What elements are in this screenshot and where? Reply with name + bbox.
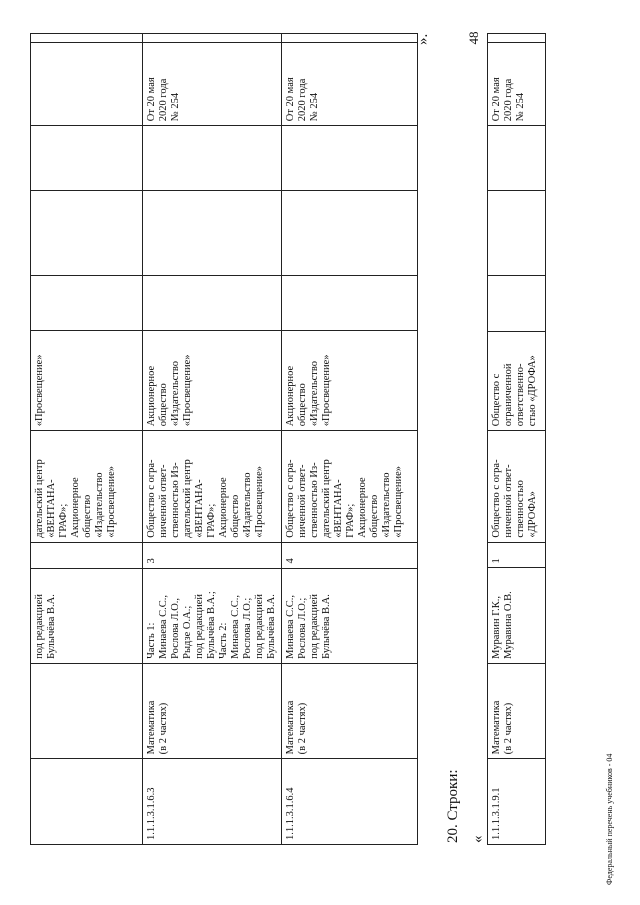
cell-code bbox=[31, 759, 143, 845]
cell-c8 bbox=[282, 191, 418, 276]
cell-order bbox=[31, 43, 143, 126]
cell-code: 1.1.1.3.1.6.3 bbox=[143, 759, 282, 845]
footer-text: Федеральный перечень учебников - 04 bbox=[605, 753, 614, 885]
cell-last bbox=[31, 34, 143, 43]
cell-c9 bbox=[282, 126, 418, 191]
cell-authors: Муравин Г.К., Муравина О.В. bbox=[488, 568, 546, 663]
cell-last bbox=[282, 34, 418, 43]
cell-c9 bbox=[143, 126, 282, 191]
cell-publisher1: Общество с огра- ниченной ответ- ственностью Из- дательский центр «ВЕНТАНА- ГРАФ»; Акционерное общество «Издательство «Просвещение» bbox=[282, 431, 418, 543]
cell-grade: 3 bbox=[143, 542, 282, 568]
cell-last bbox=[488, 34, 546, 43]
table-row bbox=[31, 34, 143, 845]
cell-code: 1.1.1.3.1.9.1 bbox=[488, 759, 546, 845]
cell-order: От 20 мая 2020 года № 254 bbox=[282, 43, 418, 126]
cell-publisher2: «Просвещение» bbox=[31, 331, 143, 431]
cell-subject: Математика (в 2 частях) bbox=[282, 663, 418, 758]
cell-last bbox=[143, 34, 282, 43]
cell-c9 bbox=[488, 126, 546, 191]
cell-c8 bbox=[143, 191, 282, 276]
cell-publisher2: Общество с ограниченной ответственно- стью «ДРОФА» bbox=[488, 331, 546, 431]
cell-c8 bbox=[488, 191, 546, 276]
cell-authors: Минаева С.С., Рослова Л.О.; под редакцией Булычёва В.А. bbox=[282, 568, 418, 663]
cell-authors: под редакцией Булычёва В.А. bbox=[31, 568, 143, 663]
open-quote: « bbox=[470, 835, 486, 843]
cell-subject bbox=[31, 663, 143, 758]
section-heading: 20. Строки: bbox=[445, 769, 461, 843]
cell-publisher1: Общество с огра- ниченной ответ- ственностью Из- дательский центр «ВЕНТАНА- ГРАФ»; Акционерное общество «Издательство «Просвещение» bbox=[143, 431, 282, 543]
cell-publisher2: Акционерное общество «Издательство «Просвещение» bbox=[143, 331, 282, 431]
textbook-table-2 bbox=[487, 33, 546, 845]
cell-subject: Математика (в 2 частях) bbox=[143, 663, 282, 758]
cell-c7 bbox=[488, 276, 546, 331]
close-quote: ». bbox=[415, 33, 431, 45]
cell-order: От 20 мая 2020 года № 254 bbox=[488, 43, 546, 126]
cell-publisher1: Общество с огра- ниченной ответ- ственностью «ДРОФА» bbox=[488, 431, 546, 542]
table-row bbox=[143, 34, 282, 845]
cell-c7 bbox=[31, 276, 143, 331]
cell-publisher2: Акционерное общество «Издательство «Просвещение» bbox=[282, 331, 418, 431]
cell-c7 bbox=[143, 276, 282, 331]
cell-authors: Часть 1: Минаева С.С., Рослова Л.О., Рыдзе О.А.; под редакцией Булычёва В.А.; Часть 2: Минаева С.С., Рослова Л.О.; под редакцией Булычёва В.А. bbox=[143, 568, 282, 663]
cell-code: 1.1.1.3.1.6.4 bbox=[282, 759, 418, 845]
cell-c8 bbox=[31, 191, 143, 276]
table-row bbox=[282, 34, 418, 845]
cell-publisher1: дательский центр «ВЕНТАНА- ГРАФ»; Акционерное общество «Издательство «Просвещение» bbox=[31, 431, 143, 543]
cell-grade: 4 bbox=[282, 542, 418, 568]
cell-c9 bbox=[31, 126, 143, 191]
cell-grade: 1 bbox=[488, 542, 546, 568]
cell-grade bbox=[31, 542, 143, 568]
textbook-table bbox=[30, 33, 418, 845]
cell-subject: Математика (в 2 частях) bbox=[488, 663, 546, 759]
cell-c7 bbox=[282, 276, 418, 331]
cell-order: От 20 мая 2020 года № 254 bbox=[143, 43, 282, 126]
page-number: 48 bbox=[466, 31, 481, 45]
table-row bbox=[488, 34, 546, 845]
